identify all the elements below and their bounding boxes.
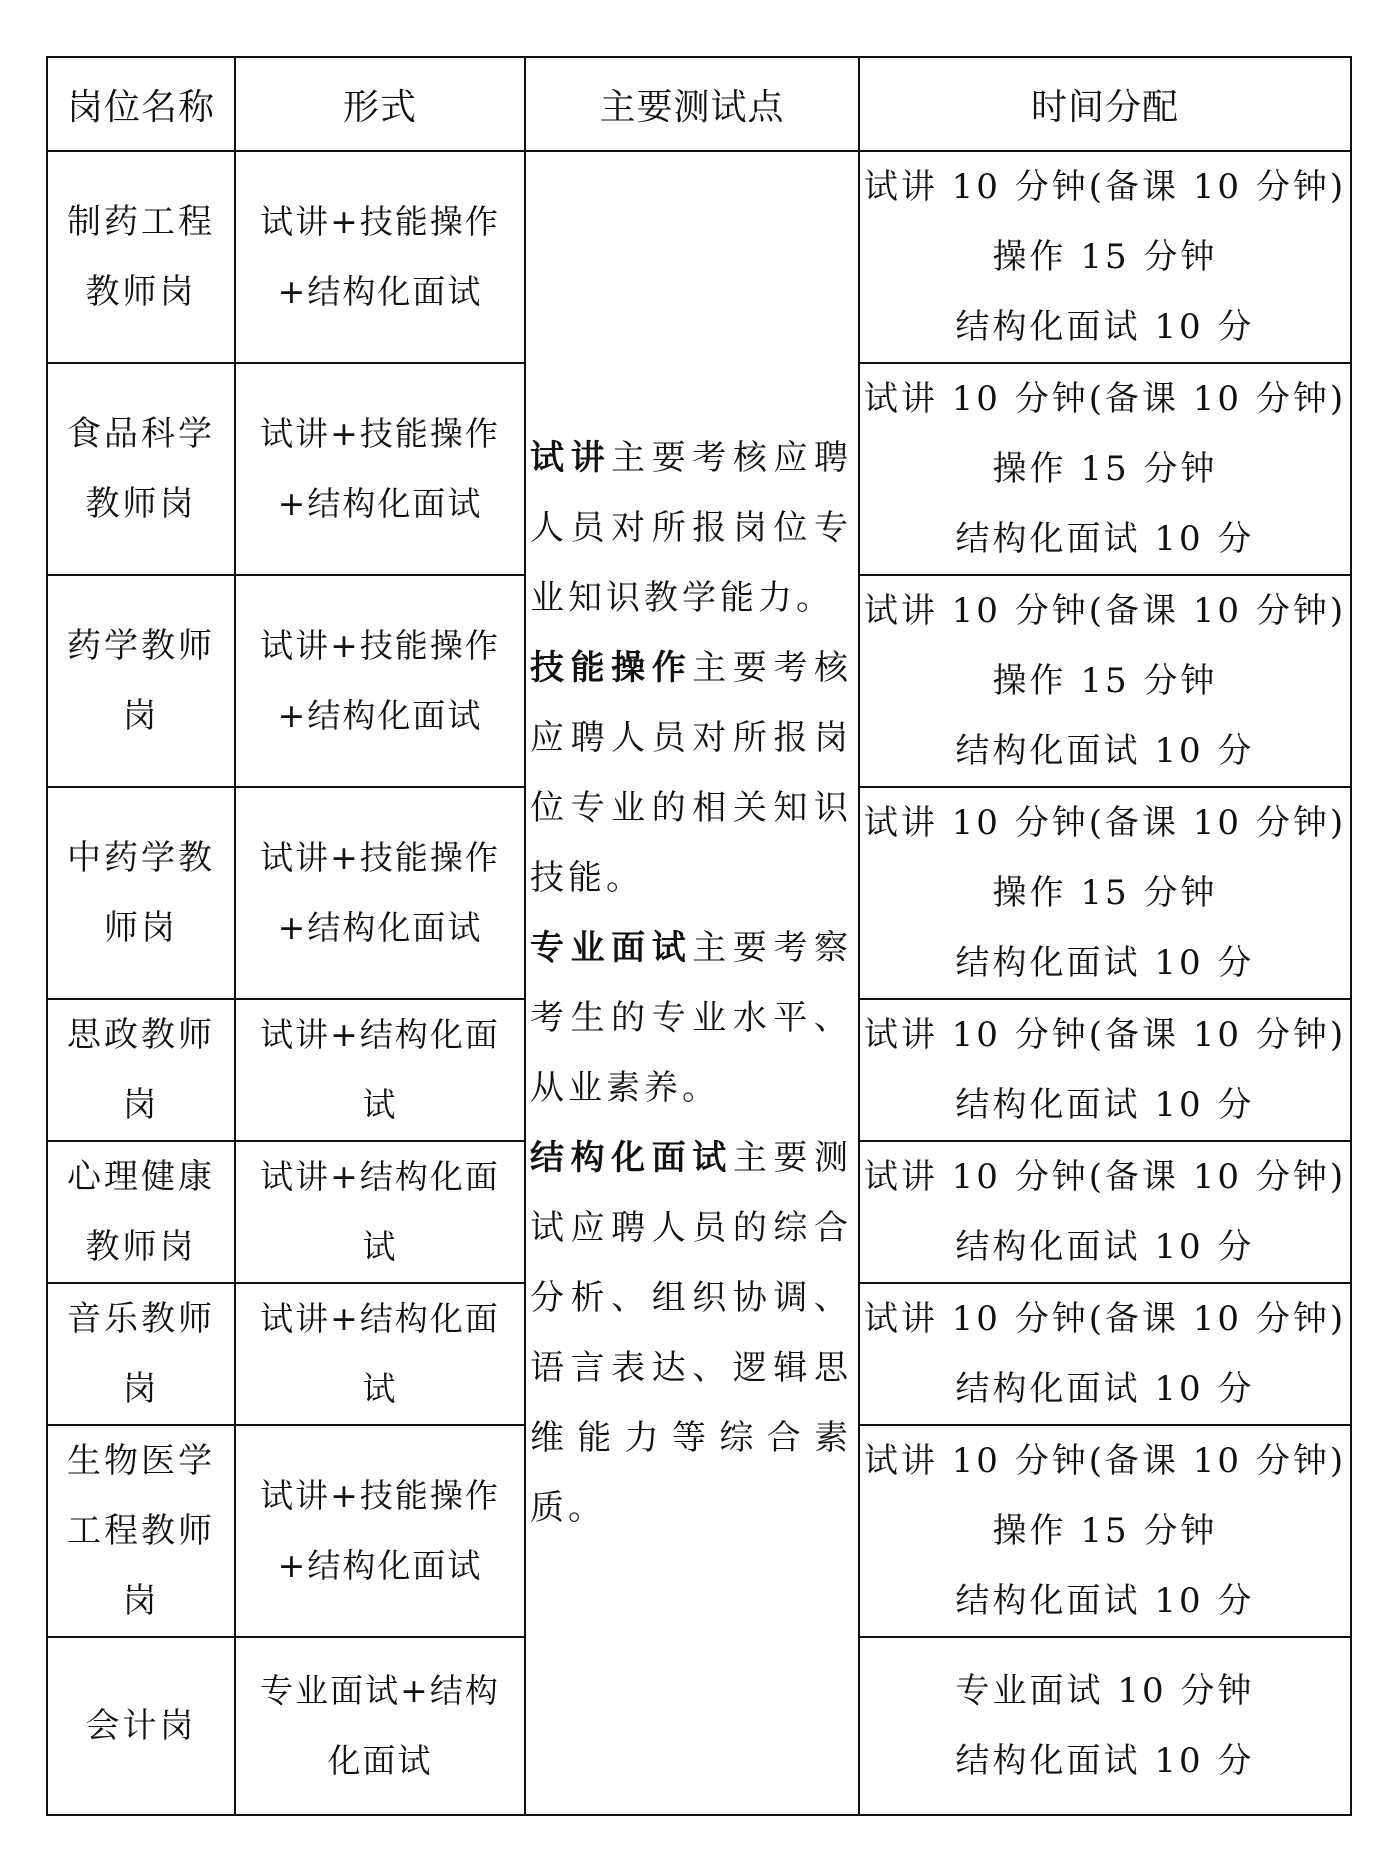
time-allocation-cell <box>859 787 1351 999</box>
position-name-cell <box>47 1283 235 1425</box>
test-point-description: 主要考察考生的专业水平、从业素养。 <box>530 928 853 1108</box>
header-test-points: 主要测试点 <box>525 57 859 151</box>
time-allocation-line: 结构化面试 10 分 <box>955 1369 1255 1409</box>
exam-format: 试讲+技能操作+结构化面试 <box>260 838 500 947</box>
time-allocation-line: 操作 15 分钟 <box>992 1511 1218 1551</box>
table-row <box>47 151 1351 363</box>
time-allocation-line: 结构化面试 10 分 <box>955 1581 1255 1621</box>
position-name: 食品科学教师岗 <box>67 414 215 524</box>
format-cell <box>235 363 525 575</box>
position-name-cell <box>47 575 235 787</box>
position-name-cell <box>47 151 235 363</box>
position-name-cell <box>47 1637 235 1815</box>
position-name-cell <box>47 363 235 575</box>
format-cell <box>235 151 525 363</box>
position-name: 中药学教师岗 <box>67 838 215 948</box>
position-name: 心理健康教师岗 <box>67 1157 215 1267</box>
exam-format: 试讲+技能操作+结构化面试 <box>260 202 500 311</box>
test-point-keyword: 专业面试 <box>530 928 693 968</box>
time-allocation-cell <box>859 575 1351 787</box>
header-position-name: 岗位名称 <box>47 57 235 151</box>
format-cell <box>235 999 525 1141</box>
position-name: 生物医学工程教师岗 <box>67 1441 215 1621</box>
time-allocation-line: 试讲 10 分钟(备课 10 分钟) <box>863 1299 1347 1339</box>
time-allocation-cell <box>859 1637 1351 1815</box>
time-allocation-line: 结构化面试 10 分 <box>955 1741 1255 1781</box>
time-allocation-line: 操作 15 分钟 <box>992 237 1218 277</box>
format-cell <box>235 1283 525 1425</box>
time-allocation-line: 试讲 10 分钟(备课 10 分钟) <box>863 1015 1347 1055</box>
test-points-text <box>526 423 858 1543</box>
time-allocation-line: 操作 15 分钟 <box>992 661 1218 701</box>
test-point-paragraph <box>530 913 852 1123</box>
position-name: 制药工程教师岗 <box>67 202 215 312</box>
time-allocation-line: 操作 15 分钟 <box>992 449 1218 489</box>
test-point-paragraph <box>530 423 852 633</box>
time-allocation-line: 结构化面试 10 分 <box>955 307 1255 347</box>
time-allocation-line: 结构化面试 10 分 <box>955 943 1255 983</box>
test-point-paragraph <box>530 1123 852 1543</box>
exam-format: 试讲+技能操作+结构化面试 <box>260 1476 500 1585</box>
format-cell <box>235 1637 525 1815</box>
time-allocation-cell <box>859 1141 1351 1283</box>
time-allocation-line: 试讲 10 分钟(备课 10 分钟) <box>863 591 1347 631</box>
test-point-paragraph <box>530 633 852 913</box>
test-points-cell <box>525 151 859 1815</box>
time-allocation-line: 试讲 10 分钟(备课 10 分钟) <box>863 379 1347 419</box>
exam-format: 专业面试+结构化面试 <box>260 1671 500 1780</box>
position-name: 音乐教师岗 <box>67 1299 215 1409</box>
time-allocation-line: 试讲 10 分钟(备课 10 分钟) <box>863 1157 1347 1197</box>
header-time-allocation: 时间分配 <box>859 57 1351 151</box>
time-allocation-cell <box>859 1283 1351 1425</box>
time-allocation-line: 结构化面试 10 分 <box>955 731 1255 771</box>
format-cell <box>235 1425 525 1637</box>
position-name-cell <box>47 1425 235 1637</box>
exam-schedule-table <box>46 56 1352 1816</box>
time-allocation-line: 试讲 10 分钟(备课 10 分钟) <box>863 167 1347 207</box>
time-allocation-cell <box>859 363 1351 575</box>
format-cell <box>235 575 525 787</box>
exam-format: 试讲+结构化面试 <box>260 1157 500 1266</box>
header-format: 形式 <box>235 57 525 151</box>
exam-format: 试讲+结构化面试 <box>260 1015 500 1124</box>
position-name-cell <box>47 1141 235 1283</box>
time-allocation-cell <box>859 151 1351 363</box>
time-allocation-cell <box>859 999 1351 1141</box>
time-allocation-line: 结构化面试 10 分 <box>955 1227 1255 1267</box>
test-point-keyword: 技能操作 <box>530 648 693 688</box>
time-allocation-cell <box>859 1425 1351 1637</box>
exam-format: 试讲+结构化面试 <box>260 1299 500 1408</box>
format-cell <box>235 1141 525 1283</box>
exam-format: 试讲+技能操作+结构化面试 <box>260 626 500 735</box>
position-name-cell <box>47 999 235 1141</box>
test-point-description: 主要考核应聘人员对所报岗位专业知识教学能力。 <box>530 438 853 618</box>
time-allocation-line: 试讲 10 分钟(备课 10 分钟) <box>863 1441 1347 1481</box>
position-name-cell <box>47 787 235 999</box>
position-name: 思政教师岗 <box>67 1015 215 1125</box>
test-point-description: 主要考核应聘人员对所报岗位专业的相关知识技能。 <box>530 648 853 898</box>
time-allocation-line: 操作 15 分钟 <box>992 873 1218 913</box>
position-name: 会计岗 <box>85 1706 197 1746</box>
time-allocation-line: 专业面试 10 分钟 <box>955 1671 1255 1711</box>
time-allocation-line: 结构化面试 10 分 <box>955 1085 1255 1125</box>
position-name: 药学教师岗 <box>67 626 215 736</box>
header-row <box>47 57 1351 151</box>
test-point-description: 主要测试应聘人员的综合分析、组织协调、语言表达、逻辑思维能力等综合素质。 <box>530 1138 853 1528</box>
exam-format: 试讲+技能操作+结构化面试 <box>260 414 500 523</box>
test-point-keyword: 结构化面试 <box>530 1138 733 1178</box>
test-point-keyword: 试讲 <box>530 438 612 478</box>
format-cell <box>235 787 525 999</box>
time-allocation-line: 结构化面试 10 分 <box>955 519 1255 559</box>
time-allocation-line: 试讲 10 分钟(备课 10 分钟) <box>863 803 1347 843</box>
